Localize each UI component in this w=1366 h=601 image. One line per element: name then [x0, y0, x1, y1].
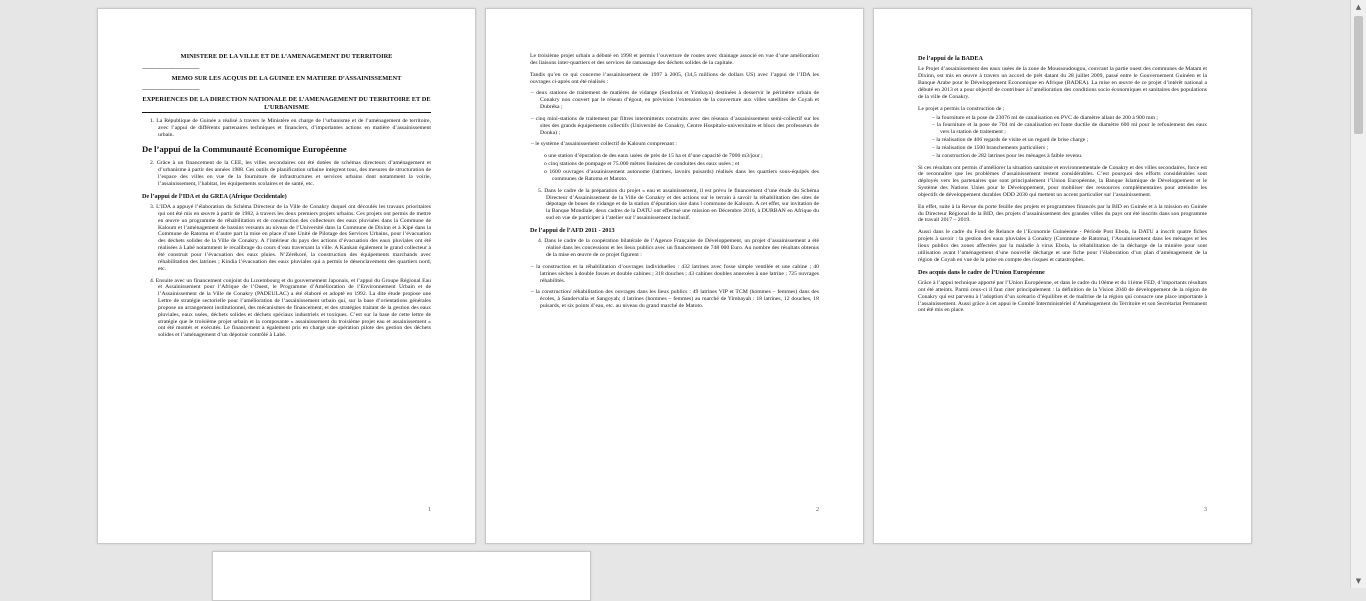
list-subitem: o une station d’épuration de des eaux usées de près de 15 ha et d’une capacité de 7000 m3/jour ;	[544, 153, 763, 160]
experiences-header: EXPERIENCES DE LA DIRECTION NATIONALE DE L’AMENAGEMENT DU TERRITOIRE ET DE L’URBANISME	[142, 96, 431, 113]
paragraph-resultats: Si ces résultats ont permis d’améliorer la situation sanitaire et environnementale de Conakry et des villes secondaires, force est de reconnaître que les problèmes d’assainissement restent considérables. C’est pourquoi des efforts considérables sont déployés vers les partenaires que sont principalement l’Union Européenne, la Banque Islamique de Développement et le Système des Nations Unies pour le Développement, pour mobiliser des ressources complémentaires pour atteindre les objectifs de développement durables ODD 2030 qui mettent un accent particulier sur l’assainissement.	[918, 164, 1207, 198]
paragraph-4: 4. Ensuite avec un financement conjoint du Luxembourg et du gouvernement Japonais, et l’appui du Groupe Régional Eau et Assainissement pour l’Afrique de l’Ouest, le Programme d’Amélioration de l’Environnement Urbain et de l’Assainissement de la Ville de Conakry (PADEULAC) a été élaboré et adopté en 1992. La dite étude propose une Lettre de stratégie sectorielle pour l’amélioration de l’assainissement urbain qui, sur la base d’orientations générales propose un arrangement institutionnel, des mécanismes de financement, et des stratégies traitant de la gestion des eaux pluviales, eaux usées, déchets solides et déchets spéciaux industriels et toxiques. C’est sur la base de cette lettre de stratégie que le troisième projet urbain et la composante « assainissement du troisième projet eau et assainissement » ont été montés et exécutés. Le financement a également pris en charge une opération pilote des gestion des déchets solides et l’aménagement d’un dépotoir contrôlé à Labé.	[150, 277, 431, 339]
section-heading-afd: De l’appui de l’AFD 2011 - 2013	[530, 226, 615, 234]
vertical-scrollbar[interactable]	[1350, 0, 1366, 588]
list-item-dash: – la réalisation de 1500 branchements particuliers ;	[932, 144, 1049, 151]
document-page-1	[97, 8, 476, 544]
paragraph-2: 2. Grâce à un financement de la CEE, les villes secondaires ont été dotées de schémas directeurs d’aménagement et d’urbanisme à partir des années 1988. Ces outils de planification urbaine intègrent tous, des mesures de structuration de l’espace des villes en vue de la fourniture de infrastructures et services urbains dont notamment la voirie, l’assainissement, l’habitat, les équipements scolaires et de santé, etc.	[150, 160, 431, 187]
paragraph-ue: Grâce à l’appui technique apporté par l’Union Européenne, et dans le cadre du 10ème et du 11ème FED, d’importants résultats ont été atteints. Parmi ceux-ci il faut citer principalement : la définition de la Vision 2040 de développement de la région de Conakry qui est parvenu à l’adoption d’un scénario d’équilibre et de maîtrise de la région qui consacre une place importante à l’assainissement. Aussi grâce à cet appui le Comité Interministériel d’Aménagement du Territoire et son Secrétariat Permanent ont été mis en place.	[918, 279, 1207, 314]
paragraph-bid: En effet, suite à la Revue du porte feuille des projets et programmes financés par la BID en Guinée et à la mission en Guinée du Directeur Régional de la BID, des projets d’assainissement des grandes villes du pays ont été inscrits dans son programme de travail 2017 – 2019.	[918, 203, 1207, 224]
section-heading-badea: De l’appui de la BADEA	[918, 55, 983, 62]
list-item-dash: – cinq mini-stations de traitement par filtres intermittents construits avec des réseaux d’assainissement semi-collectif sur les sites des grands équipements collectifs (Université de Conakry, Centre Hospitalo-universitaire et blocs des professeurs de Donka) ;	[531, 115, 819, 136]
list-subitem: o 1600 ouvrages d’assainissement autonome (latrines, lavoirs puisards) réalisés dans les quartiers sous-équipés des communes de Ratoma et Matoto.	[544, 168, 819, 182]
paragraph-fonds-relance: Aussi dans le cadre du Fond de Relance de l’Economie Guinéenne - Période Post Ebola, la DATU a inscrit quatre fiches projets à savoir : la gestion des eaux pluviales à Conakry (Commune de Ratoma), l’Assainissement dans les ménages et les lieux publics des zones affectées par la maladie à virus Ebola, la réhabilitation de la décharge de la minière pour sont utilisation avant l’aménagement d’une nouvelle décharge et une fiche pour l’élaboration d’un plan d’aménagement de la région de Coyah en vue de la prise en compte des risques et catastrophes.	[918, 229, 1207, 263]
page-1-content	[142, 53, 431, 344]
list-subitem: o cinq stations de pompage et 75.000 mètres linéaires de conduites des eaux usées ; et	[544, 161, 740, 168]
list-item-dash: – la construction/ réhabilitation des ouvrages dans les lieux publics : 49 latrines VIP et TCM (hommes – femmes) dans des écoles, à Sandervalia et Sangoyah; 4 latrines (hommes – femmes) au marché de Yimbayah : 18 latrines, 12 douches, 18 puisards, et six points d’eau, etc. au niveau du grand marché de Matoto.	[531, 289, 819, 310]
section-heading-cee: De l’appui de la Communauté Economique Européenne	[142, 143, 347, 154]
document-page-2	[485, 8, 864, 544]
page-3-content	[918, 55, 1207, 319]
page-number: 3	[1204, 507, 1207, 513]
paragraph-intro: Le troisième projet urbain a débuté en 1998 et permis l’ouverture de routes avec drainage associé en vue d’une amélioration des liaisons inter-quartiers et des services de ramassage des déchets solides de la capitale.	[530, 53, 819, 66]
paragraph-5: 5. Dans le cadre de la préparation du projet « eau et assainissement, il est prévu le financement d’une étude du Schéma Directeur d’Assainissement de la Ville de Conakry et des actions sur le terrain à savoir la réhabilitation des sites de dépotage de boues de vidange et de la station d’épuration sise dans l commune de Kaloum. A cet effet, sur invitation de la Banque Mondiale, deux cadres de la DATU ont effectué une mission en Décembre 2016, à DURBAN en Afrique du sud en vue de participer à l’atelier sur l’assainissement inclusif.	[538, 187, 819, 222]
paragraph-3: 3. L’IDA a appuyé l’élaboration du Schéma Directeur de la Ville de Conakry duquel ont découlés les travaux prioritaires qui ont été mis en œuvre à partir de 1982, à travers les deux premiers projets urbains. Ces projets ont permis de mettre en œuvre un programme de réhabilitation et de construction des collecteurs des eaux pluviales dans la Commune de Kaloum et l’aménagement de bassins versants au niveau de l’Université dans la Commune de Dixinn et à Kipé dans la Commune de Ratoma et d’autre part la mise en place d’une Unité de Pilotage des Services Urbains, pour l’évacuation des déchets solides de la Ville de Conakry. A l’intérieur du pays des actions d’évacuation des eaux pluviales ont été réalisées à Labé notamment le recalibrage du cours d’eau traversant la ville. A Kankan également le grand collecteur a été construit pour l’évacuation des eaux pluies. N’Zérékoré, la construction des équipements marchands avec réhabilitation des latrines ; Kindia l’évacuation des eaux pluviales qui a permis le désenclavement des quartiers nord, etc.	[150, 204, 431, 272]
ministry-header: MINISTERE DE LA VILLE ET DE L’AMENAGEMENT DU TERRITOIRE	[180, 53, 393, 60]
separator-rule: -----------------------------------------	[142, 87, 200, 94]
list-item-dash: – la fourniture et la pose de 704 ml de canalisation en fonte ductile de diamètre 600 ml pour le refoulement des eaux vers la station de traitement ;	[932, 122, 1207, 136]
page-number: 1	[428, 507, 431, 513]
section-heading-ue: Des acquis dans le cadre de l’Union Européenne	[918, 268, 1045, 276]
paragraph-1: 1. La République de Guinée a réalisé à travers le Ministère en charge de l’urbanisme et de l’aménagement de territoire, avec l’appui de différents partenaires techniques et financiers, d’importantes actions en matière d’assainissement urbain.	[150, 118, 431, 139]
section-heading-ida: De l’appui de l’IDA et du GREA (Afrique Occidentale)	[142, 192, 287, 200]
list-item-dash: – le système d’assainissement collectif de Kaloum comprenant :	[531, 141, 677, 148]
list-item-dash: – la construction de 282 latrines pour les ménages à faible revenu.	[932, 152, 1083, 159]
scrollbar-thumb[interactable]	[1354, 16, 1363, 134]
list-item-dash: – la fourniture et la pose de 23076 ml de canalisation en PVC de diamètre allant de 200 à 900 mm ;	[932, 114, 1159, 121]
memo-header: MEMO SUR LES ACQUIS DE LA GUINEE EN MATIERE D’ASSAINISSEMENT	[171, 74, 402, 82]
paragraph-4: 4. Dans le cadre de la coopération bilatérale de l’Agence Française de Développement, un projet d’assainissement a été réalisé dans les concessions et les lieux publics avec un financement de 748 000 Euro. Au nombre des résultats obtenus de la mise en œuvre de ce projet figurent :	[538, 238, 819, 258]
paragraph-badea: Le Projet d’assainissement des eaux usées de la zone de Moussoudougou, couvrant la partie ouest des communes de Matam et Dixinn, est mis en œuvre à travers un accord de prêt datant du 28 juillet 2009, passé entre le Gouvernement Guinéen et la Banque Arabe pour le Développement Economique en Afrique (BADEA). La mise en œuvre de ce projet d’intérêt national a débuté en 2013 et a pour objectif de contribuer à l’amélioration des conditions socio économiques et sanitaires des populations de la ville de Conakry.	[918, 66, 1207, 100]
list-item-dash: – deux stations de traitement de matières de vidange (Sonfonia et Yimbaya) destinées à desservir le périmètre urbain de Conakry non couvert par le réseau d’égout, en prévision l’extension de la couverture aux villes satellites de Coyah et Dubréka ;	[531, 90, 819, 111]
paragraph-ida: Tandis qu’en ce qui concerne l’assainissement de 1997 à 2005, (34,5 millions de dollars US) avec l’appui de l’IDA les ouvrages ci-après ont été réalisés :	[530, 71, 819, 85]
scroll-down-icon[interactable]: ▼	[1355, 577, 1362, 585]
paragraph-projet: Le projet a permis la construction de ;	[918, 105, 1005, 112]
list-item-dash: – la réalisation de 406 regards de visite et un regard de brise charge ;	[932, 137, 1089, 144]
page-2-content	[530, 53, 819, 315]
separator-rule: -----------------------------------------	[142, 65, 200, 72]
document-page-3	[873, 8, 1252, 544]
document-page-4	[212, 551, 591, 601]
list-item-dash: – la construction et la réhabilitation d’ouvrages individuelles : 432 latrines avec fosse simple ventilée et une cabine ; 40 latrines sèches à double fosses et double cabines ; 318 douches ; 43 cabines doubles annexées à une latrine ; 725 ouvrages réhabilités.	[531, 263, 819, 284]
scroll-up-icon[interactable]: ▲	[1355, 3, 1362, 11]
page-number: 2	[816, 507, 819, 513]
